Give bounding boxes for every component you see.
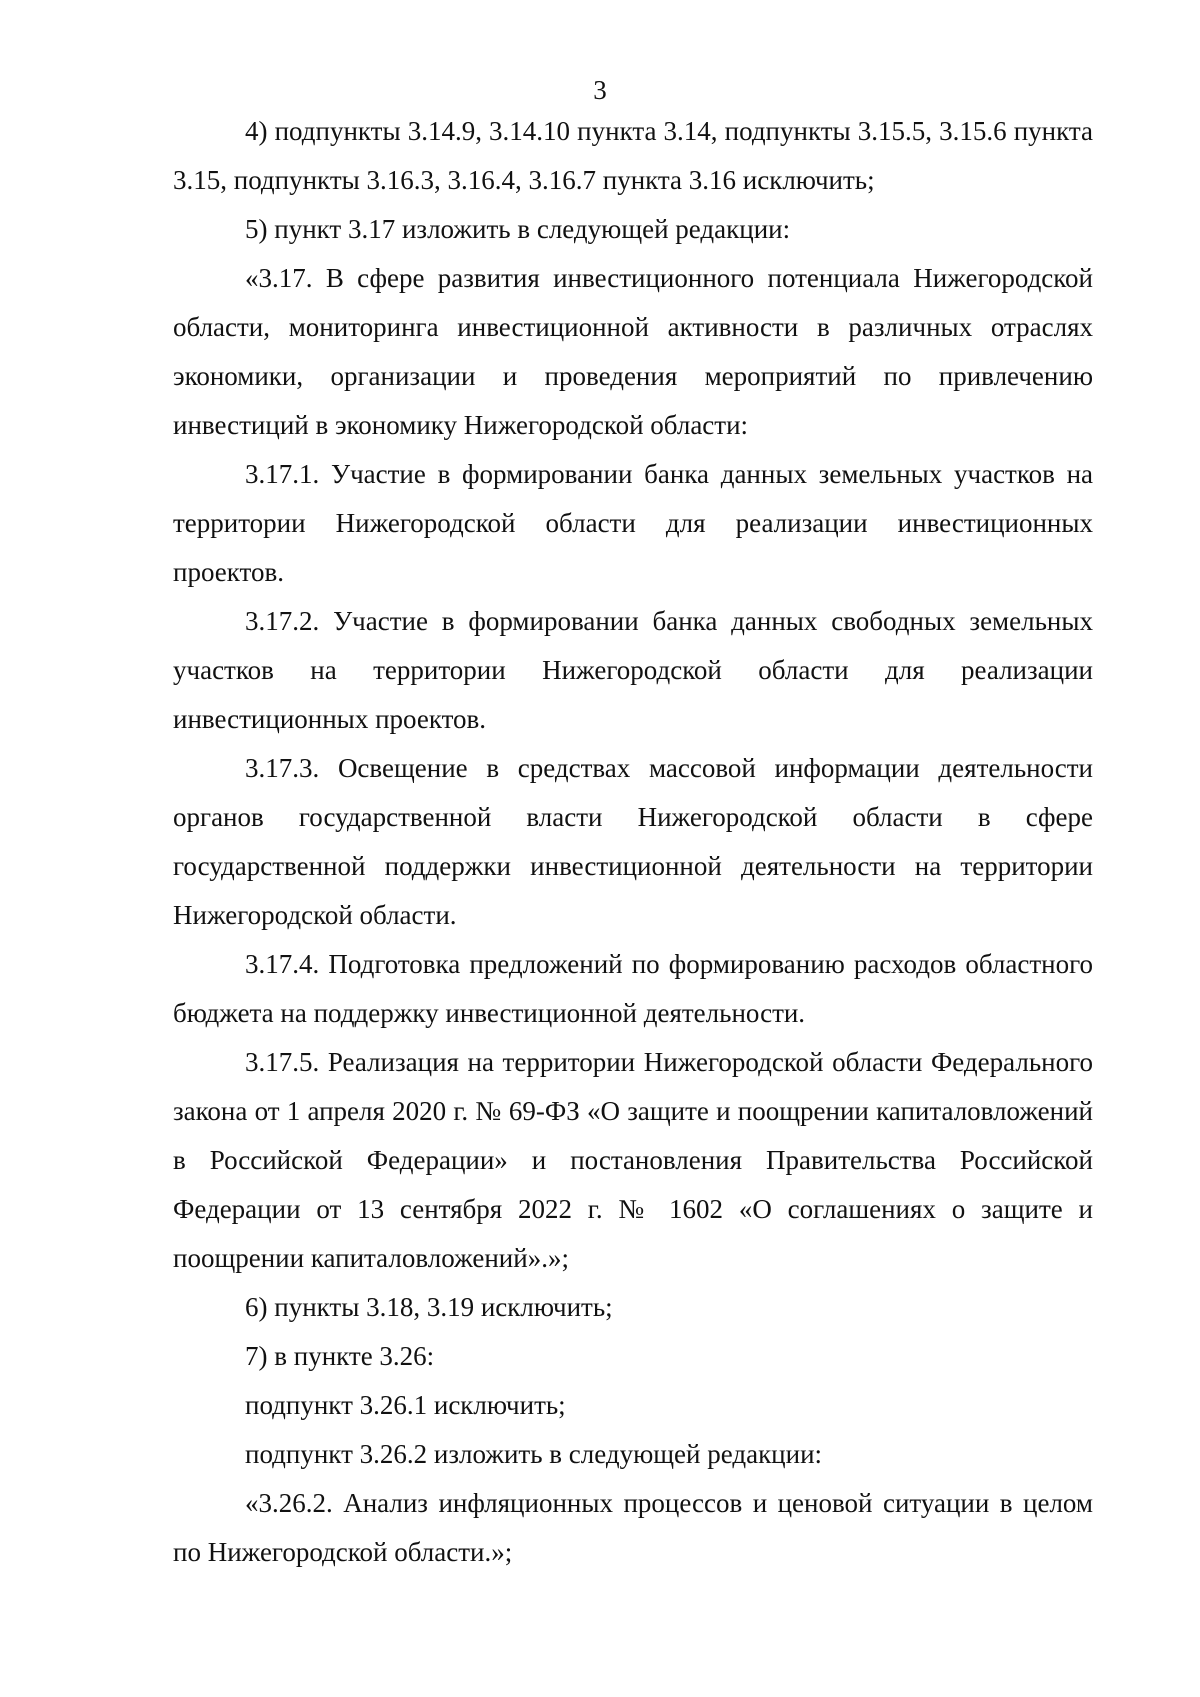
paragraph-item-7: 7) в пункте 3.26: [245, 1341, 435, 1371]
paragraph-3-17-1: 3.17.1. Участие в формировании банка данных земельных участков на территории Нижегородской области для реализации инвестиционных проектов. [173, 459, 1093, 587]
paragraph-3-17-5: 3.17.5. Реализация на территории Нижегородской области Федерального закона от 1 апреля 2020 г. № 69-ФЗ «О защите и поощрении капиталовложений в Российской Федерации» и постановления Правительства Российской Федерации от 13 сентября 2022 г. № 1602 «О соглашениях о защите и поощрении капиталовложений».»; [173, 1047, 1093, 1273]
paragraph-item-4: 4) подпункты 3.14.9, 3.14.10 пункта 3.14, подпункты 3.15.5, 3.15.6 пункта 3.15, подпункты 3.16.3, 3.16.4, 3.16.7 пункта 3.16 исключить; [173, 116, 1093, 195]
paragraph-3-17-3: 3.17.3. Освещение в средствах массовой информации деятельности органов государственной власти Нижегородской области в сфере государственной поддержки инвестиционной деятельности на территории Нижегородской области. [173, 753, 1093, 930]
paragraph-3-17-4: 3.17.4. Подготовка предложений по формированию расходов областного бюджета на поддержку инвестиционной деятельности. [173, 949, 1093, 1028]
paragraph-item-5: 5) пункт 3.17 изложить в следующей редакции: [245, 214, 791, 244]
document-body [173, 107, 1093, 1577]
paragraph-3-17-2: 3.17.2. Участие в формировании банка данных свободных земельных участков на территории Нижегородской области для реализации инвестиционных проектов. [173, 606, 1093, 734]
paragraph-3-26-2-intro: подпункт 3.26.2 изложить в следующей редакции: [245, 1439, 823, 1469]
paragraph-3-26-2: «3.26.2. Анализ инфляционных процессов и ценовой ситуации в целом по Нижегородской области.»; [173, 1488, 1093, 1567]
paragraph-item-6: 6) пункты 3.18, 3.19 исключить; [245, 1292, 613, 1322]
page-number: 3 [593, 75, 607, 105]
paragraph-3-26-1: подпункт 3.26.1 исключить; [245, 1390, 566, 1420]
paragraph-3-17-intro: «3.17. В сфере развития инвестиционного потенциала Нижегородской области, мониторинга инвестиционной активности в различных отраслях экономики, организации и проведения мероприятий по привлечению инвестиций в экономику Нижегородской области: [173, 263, 1093, 440]
